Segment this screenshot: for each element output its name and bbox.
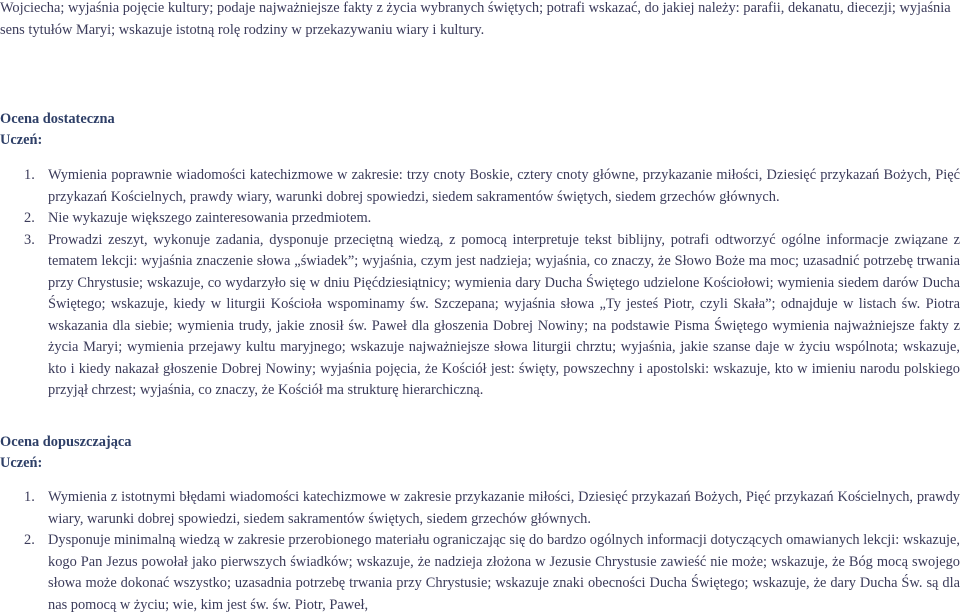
section-heading-dostateczna xyxy=(0,109,115,151)
list-item xyxy=(0,487,960,530)
list-dostateczna xyxy=(0,165,960,402)
list-item xyxy=(0,530,960,616)
list-item xyxy=(0,230,960,402)
section-title: Ocena dostateczna xyxy=(0,111,115,127)
section-title: Ocena dopuszczająca xyxy=(0,434,132,450)
list-item-text: Nie wykazuje większego zainteresowania przedmiotem. xyxy=(48,210,372,226)
list-item xyxy=(0,165,960,208)
list-dopuszczajaca xyxy=(0,487,960,616)
list-item-number: 1. xyxy=(24,167,35,183)
list-item-number: 2. xyxy=(24,532,35,548)
intro-paragraph: Wojciecha; wyjaśnia pojęcie kultury; podaje najważniejsze fakty z życia wybranych świętych; potrafi wskazać, do jakiej należy: parafii, dekanatu, diecezji; wyjaśnia sens tytułów Maryi; wskazuje istotną rolę rodziny w przekazywaniu wiary i kultury. xyxy=(0,0,951,38)
section-subtitle: Uczeń: xyxy=(0,455,43,471)
list-item-number: 2. xyxy=(24,210,35,226)
list-item-number: 1. xyxy=(24,489,35,505)
list-item-text: Wymienia z istotnymi błędami wiadomości katechizmowe w zakresie przykazanie miłości, Dziesięć przykazań Bożych, Pięć przykazań Kościelnych, prawdy wiary, warunki dobrej spowiedzi, siedem sakramentów świętych, siedem grzechów głównych. xyxy=(48,489,960,527)
section-subtitle: Uczeń: xyxy=(0,132,43,148)
list-item-text: Prowadzi zeszyt, wykonuje zadania, dysponuje przeciętną wiedzą, z pomocą interpretuje tekst biblijny, potrafi odtworzyć ogólne informacje związane z tematem lekcji: wyjaśnia znaczenie słowa „świadek”; wyjaśnia, czym jest nadzieja; wyjaśnia, co znaczy, że Słowo Boże ma moc; uzasadnić potrzebę trwania przy Chrystusie; wskazuje, co wydarzyło się w dniu Pięćdziesiątnicy; wymienia dary Ducha Świętego udzielone Kościołowi; wymienia siedem darów Ducha Świętego; wskazuje, kiedy w liturgii Kościoła wspominamy św. Szczepana; wyjaśnia słowa „Ty jesteś Piotr, czyli Skała”; odnajduje w listach św. Piotra wskazania dla siebie; wymienia trudy, jakie znosił św. Paweł dla głoszenia Dobrej Nowiny; na podstawie Pisma Świętego wymienia najważniejsze fakty z życia Maryi; wymienia przejawy kultu maryjnego; wskazuje najważniejsze słowa liturgii chrztu; wyjaśnia, jakie szanse daje w życiu wspólnota; wskazuje, kto i kiedy nakazał głoszenie Dobrej Nowiny; wyjaśnia pojęcia, że Kościół jest: święty, powszechny i apostolski: wskazuje, kto w imieniu narodu polskiego przyjął chrzest; wyjaśnia, co znaczy, że Kościół ma strukturę hierarchiczną. xyxy=(48,231,960,398)
section-heading-dopuszczajaca xyxy=(0,432,132,474)
list-item xyxy=(0,208,960,230)
list-item-number: 3. xyxy=(24,231,35,248)
list-item-text: Wymienia poprawnie wiadomości katechizmowe w zakresie: trzy cnoty Boskie, cztery cnoty główne, przykazanie miłości, Dziesięć przykazań Bożych, Pięć przykazań Kościelnych, prawdy wiary, warunki dobrej spowiedzi, siedem sakramentów świętych, siedem grzechów głównych. xyxy=(48,167,960,205)
list-item-text: Dysponuje minimalną wiedzą w zakresie przerobionego materiału ograniczając się do bardzo ogólnych informacji dotyczących omawianych lekcji: wskazuje, kogo Pan Jezus powołał jako pierwszych świadków; wskazuje, że nadzieja złożona w Jezusie Chrystusie zawieść nie może; wskazuje, że Bóg mocą swojego słowa może dokonać wszystko; uzasadnia potrzebę trwania przy Chrystusie; wskazuje znaki obecności Ducha Świętego; wskazuje, że dary Ducha Św. są dla nas pomocą w życiu; wie, kim jest św. św. Piotr, Paweł, xyxy=(48,532,960,613)
